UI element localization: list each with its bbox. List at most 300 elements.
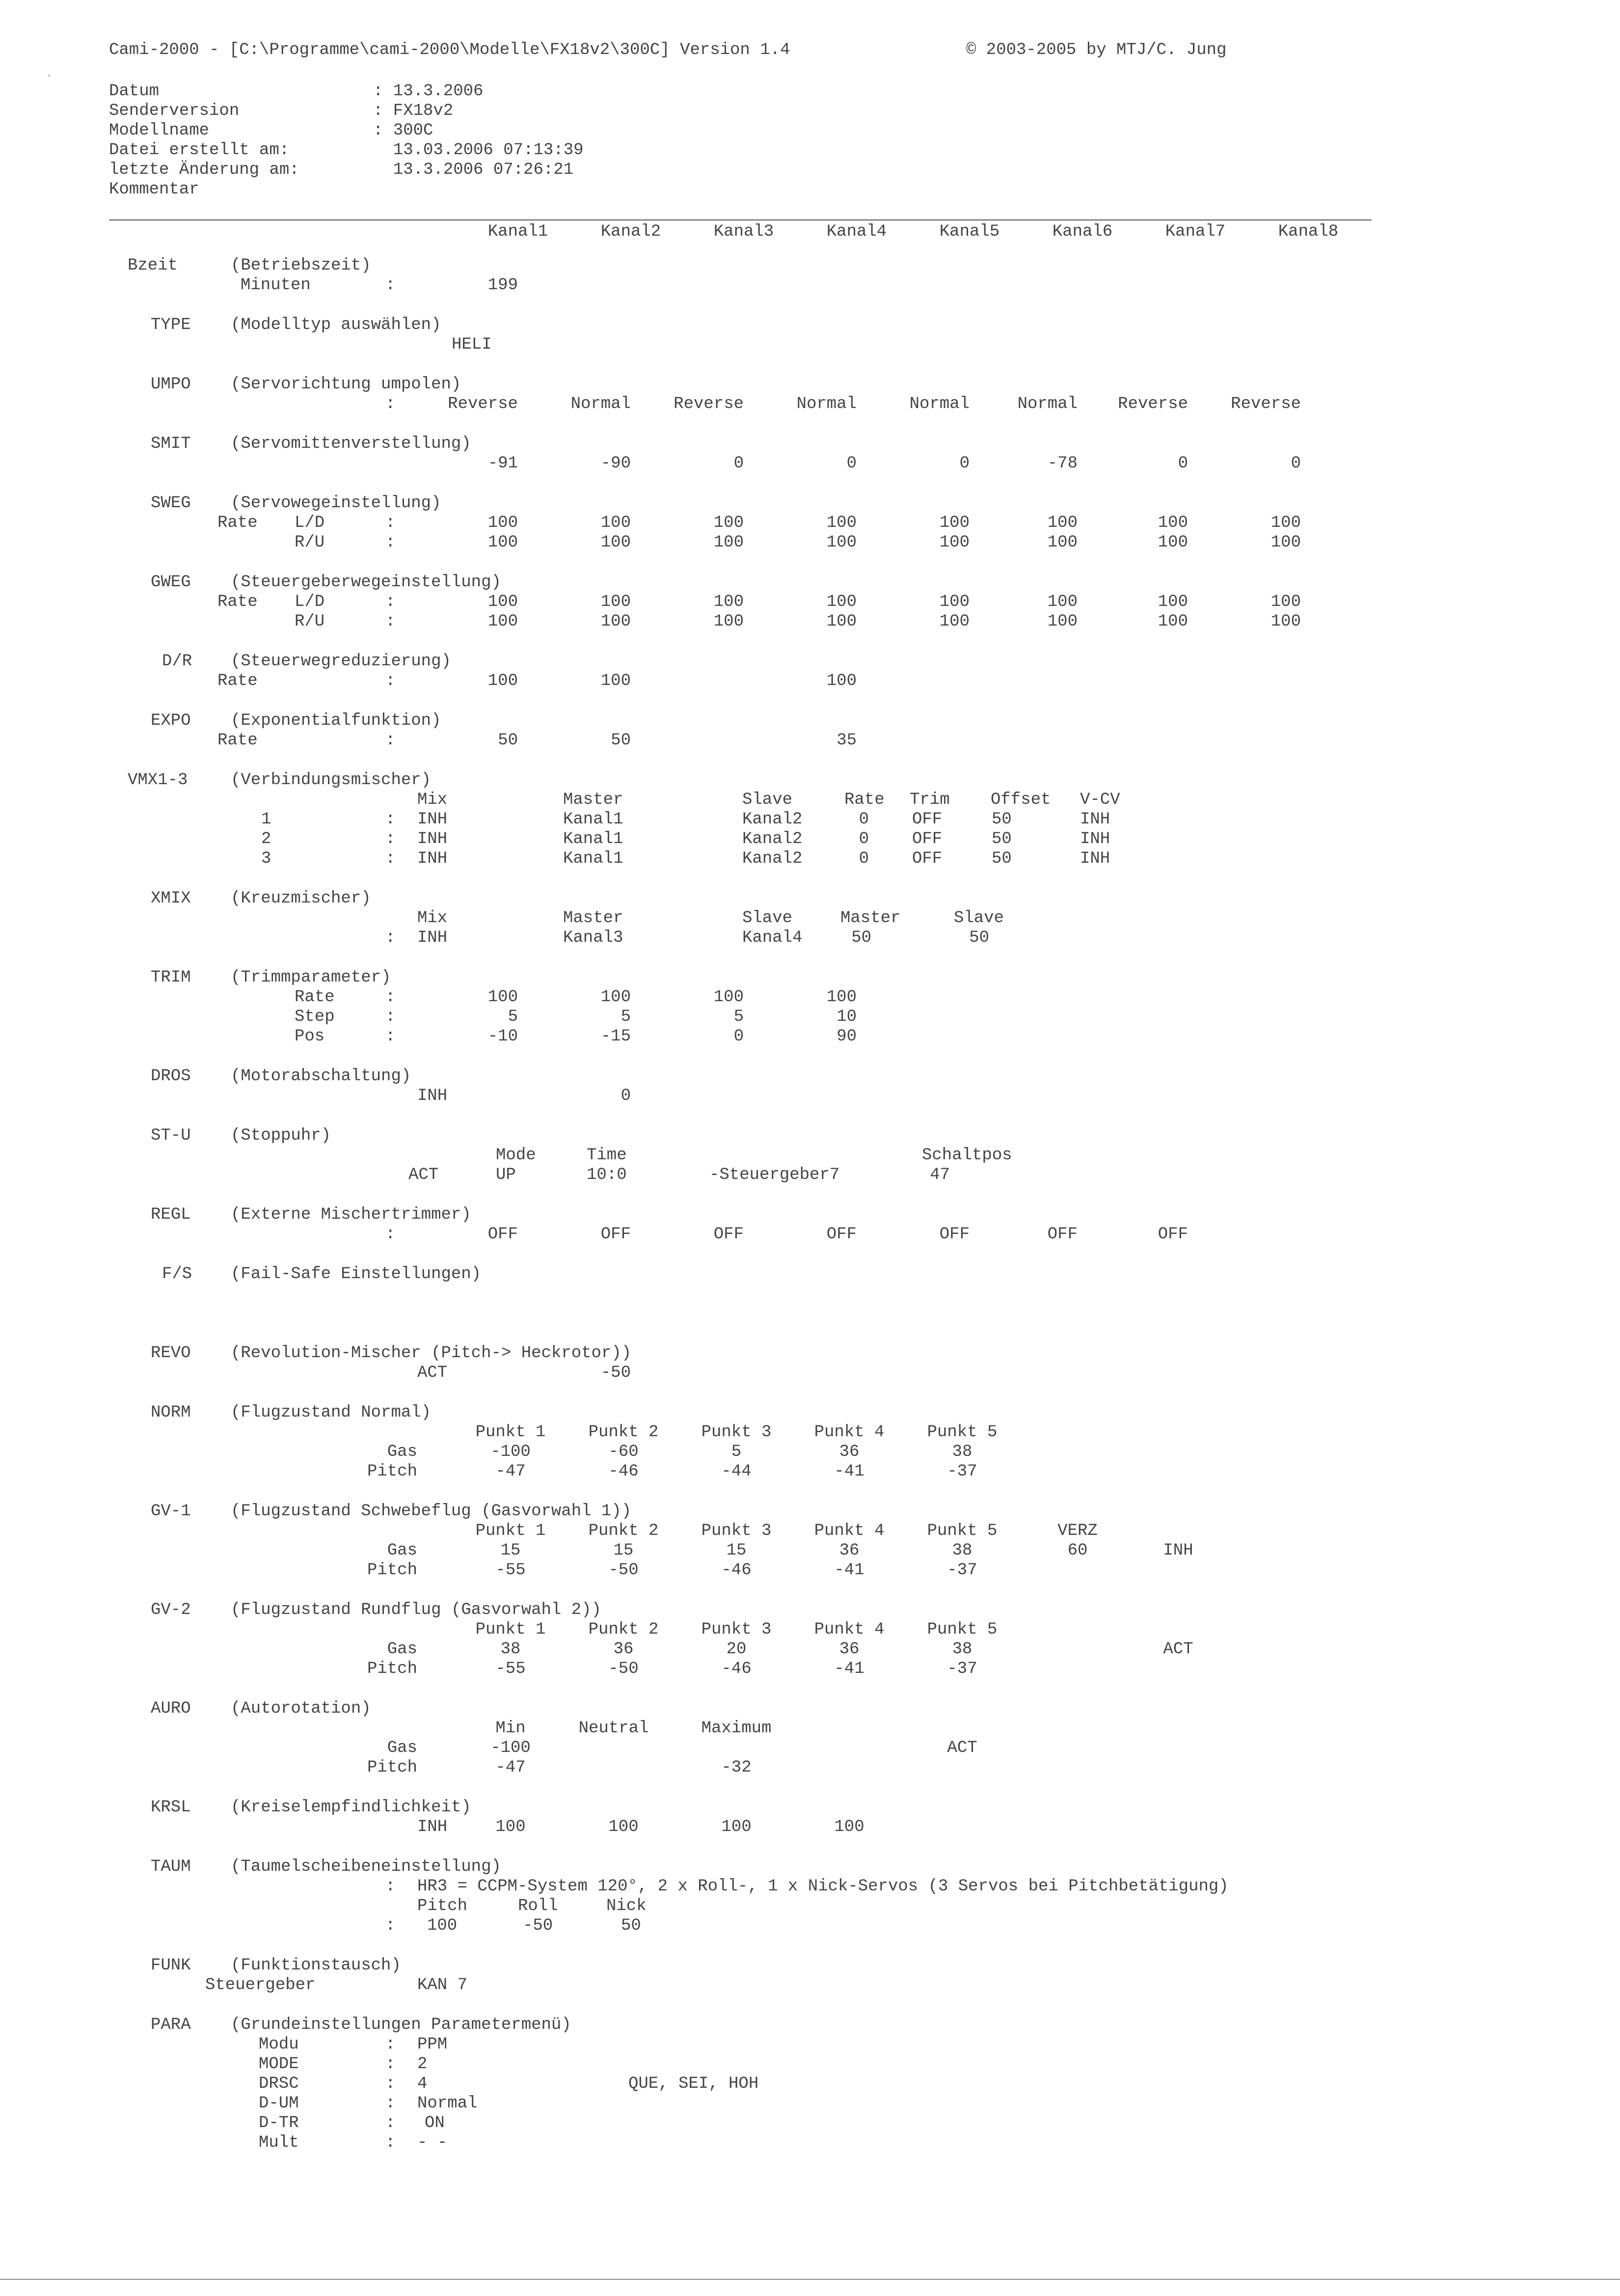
setting-cell: 38 xyxy=(952,1443,972,1461)
setting-cell: 100 xyxy=(1158,533,1188,552)
setting-cell: INH xyxy=(1080,849,1110,868)
section-code: AURO xyxy=(151,1699,191,1718)
setting-cell: 100 xyxy=(1270,612,1301,631)
section-code: EXPO xyxy=(151,711,191,730)
setting-cell: : xyxy=(385,514,396,532)
setting-cell: 36 xyxy=(839,1443,860,1461)
section-code: REGL xyxy=(151,1205,191,1224)
section-code: D/R xyxy=(162,652,192,671)
meta-label: Senderversion xyxy=(109,102,240,120)
setting-cell: -60 xyxy=(608,1443,639,1461)
section-code: F/S xyxy=(162,1265,192,1284)
setting-cell: Slave xyxy=(742,909,793,928)
setting-cell: Reverse xyxy=(1118,395,1188,413)
setting-cell: Nick xyxy=(606,1897,647,1915)
setting-cell: Punkt 2 xyxy=(588,1522,659,1540)
setting-cell: 100 xyxy=(826,593,857,611)
setting-cell: Punkt 3 xyxy=(701,1522,772,1540)
setting-cell: OFF xyxy=(713,1225,744,1244)
setting-cell: Normal xyxy=(909,395,970,413)
setting-cell: 100 xyxy=(487,612,518,631)
section-code: REVO xyxy=(151,1344,191,1363)
setting-cell: OFF xyxy=(912,830,943,848)
setting-cell: Pitch xyxy=(367,1758,417,1777)
setting-cell: PPM xyxy=(417,2035,448,2054)
setting-cell: -55 xyxy=(495,1561,526,1580)
setting-cell: 0 xyxy=(1291,454,1301,473)
setting-cell: Punkt 4 xyxy=(814,1522,885,1540)
setting-cell: L/D xyxy=(295,593,325,611)
setting-cell: 38 xyxy=(952,1541,972,1560)
setting-cell: Mult xyxy=(259,2133,299,2152)
setting-cell: 36 xyxy=(839,1541,860,1560)
setting-cell: 2 xyxy=(261,830,271,848)
setting-cell: 50 xyxy=(992,849,1012,868)
setting-cell: Trim xyxy=(910,791,950,809)
section-code: SWEG xyxy=(151,494,191,513)
setting-cell: Pitch xyxy=(367,1660,417,1678)
section-code: Bzeit xyxy=(128,256,178,275)
section-code: ST-U xyxy=(151,1126,191,1145)
setting-cell: INH xyxy=(1080,810,1110,829)
setting-cell: 4 xyxy=(417,2075,428,2093)
setting-cell: 50 xyxy=(851,929,871,947)
meta-label: Kommentar xyxy=(109,180,199,199)
channel-header: Kanal4 xyxy=(826,222,887,241)
setting-cell: -46 xyxy=(608,1462,639,1481)
setting-cell: Pitch xyxy=(367,1561,417,1580)
setting-cell: (Taumelscheibeneinstellung) xyxy=(231,1858,501,1876)
setting-cell: Punkt 3 xyxy=(701,1423,772,1442)
setting-cell: Master xyxy=(563,909,623,928)
setting-cell: Punkt 1 xyxy=(475,1423,546,1442)
section-code: SMIT xyxy=(151,435,191,453)
setting-cell: Normal xyxy=(417,2094,478,2113)
setting-cell: -100 xyxy=(490,1443,531,1461)
setting-cell: Mode xyxy=(496,1146,536,1165)
setting-cell: Gas xyxy=(387,1443,417,1461)
setting-cell: 100 xyxy=(826,533,857,552)
setting-cell: UP xyxy=(496,1166,516,1184)
section-code: XMIX xyxy=(151,889,191,908)
setting-cell: Steuergeber xyxy=(205,1976,316,1995)
setting-cell: 100 xyxy=(487,514,518,532)
setting-cell: -46 xyxy=(721,1561,752,1580)
setting-cell: 0 xyxy=(846,454,857,473)
setting-cell: 100 xyxy=(1270,593,1301,611)
setting-cell: 100 xyxy=(834,1818,864,1836)
setting-cell: 50 xyxy=(611,731,631,750)
setting-cell: Slave xyxy=(742,791,793,809)
setting-cell: INH xyxy=(417,1087,448,1105)
setting-cell: 100 xyxy=(1158,514,1188,532)
section-code: NORM xyxy=(151,1403,191,1422)
setting-cell: (Kreuzmischer) xyxy=(231,889,371,908)
setting-cell: Gas xyxy=(387,1739,417,1757)
setting-cell: Maximum xyxy=(701,1719,772,1738)
channel-header: Kanal2 xyxy=(600,222,661,241)
setting-cell: Kanal1 xyxy=(563,830,623,848)
setting-cell: : xyxy=(385,929,396,947)
scan-speck xyxy=(48,75,50,77)
setting-cell: Min xyxy=(495,1719,526,1738)
setting-cell: Normal xyxy=(796,395,857,413)
setting-cell: 100 xyxy=(713,612,744,631)
setting-cell: Punkt 3 xyxy=(701,1620,772,1639)
setting-cell: 2 xyxy=(417,2055,428,2074)
setting-cell: : xyxy=(385,533,396,552)
setting-cell: 100 xyxy=(826,988,857,1007)
setting-cell: : xyxy=(385,1916,396,1935)
setting-cell: (Fail-Safe Einstellungen) xyxy=(231,1265,482,1284)
setting-cell: Rate xyxy=(217,731,258,750)
header-divider xyxy=(109,219,1372,220)
section-code: GV-1 xyxy=(151,1502,191,1521)
setting-cell: Punkt 4 xyxy=(814,1423,885,1442)
setting-cell: 100 xyxy=(1270,514,1301,532)
setting-cell: (Servowegeinstellung) xyxy=(231,494,441,513)
setting-cell: Master xyxy=(563,791,623,809)
setting-cell: OFF xyxy=(826,1225,857,1244)
setting-cell: Mix xyxy=(417,909,448,928)
setting-cell: 50 xyxy=(969,929,989,947)
setting-cell: 100 xyxy=(1047,533,1078,552)
setting-cell: Time xyxy=(587,1146,627,1165)
setting-cell: OFF xyxy=(1047,1225,1078,1244)
section-code: GWEG xyxy=(151,573,191,592)
meta-label: Modellname xyxy=(109,121,210,140)
setting-cell: 47 xyxy=(930,1166,950,1184)
setting-cell: R/U xyxy=(295,533,325,552)
setting-cell: -50 xyxy=(608,1561,639,1580)
meta-value: : FX18v2 xyxy=(373,102,454,120)
setting-cell: 0 xyxy=(859,810,869,829)
setting-cell: : xyxy=(385,2133,396,2152)
channel-header: Kanal1 xyxy=(487,222,548,241)
setting-cell: Punkt 2 xyxy=(588,1620,659,1639)
setting-cell: 35 xyxy=(837,731,857,750)
setting-cell: -10 xyxy=(487,1027,518,1046)
setting-cell: Kanal4 xyxy=(742,929,803,947)
setting-cell: 100 xyxy=(487,533,518,552)
setting-cell: (Externe Mischertrimmer) xyxy=(231,1205,471,1224)
setting-cell: 100 xyxy=(600,612,631,631)
setting-cell: 20 xyxy=(726,1640,747,1659)
setting-cell: 50 xyxy=(992,830,1012,848)
setting-cell: (Stoppuhr) xyxy=(231,1126,331,1145)
setting-cell: 5 xyxy=(733,1008,744,1026)
section-code: TYPE xyxy=(151,316,191,334)
setting-cell: Schaltpos xyxy=(922,1146,1012,1165)
setting-cell: Punkt 2 xyxy=(588,1423,659,1442)
setting-cell: 100 xyxy=(600,514,631,532)
setting-cell: 100 xyxy=(713,988,744,1007)
setting-cell: : xyxy=(385,1008,396,1026)
setting-cell: Modu xyxy=(259,2035,299,2054)
setting-cell: : xyxy=(385,612,396,631)
setting-cell: : xyxy=(385,2055,396,2074)
meta-label: Datei erstellt am: xyxy=(109,141,290,160)
setting-cell: : xyxy=(385,2114,396,2132)
setting-cell: (Steuergeberwegeinstellung) xyxy=(231,573,501,592)
setting-cell: 3 xyxy=(261,849,271,868)
setting-cell: ACT xyxy=(408,1166,439,1184)
setting-cell: Punkt 5 xyxy=(927,1620,998,1639)
setting-cell: 0 xyxy=(859,849,869,868)
setting-cell: -Steuergeber7 xyxy=(709,1166,840,1184)
setting-cell: HR3 = CCPM-System 120°, 2 x Roll-, 1 x Nick-Servos (3 Servos bei Pitchbetätigung) xyxy=(417,1877,1229,1896)
setting-cell: (Exponentialfunktion) xyxy=(231,711,441,730)
section-code: GV-2 xyxy=(151,1601,191,1619)
setting-cell: -37 xyxy=(947,1561,977,1580)
setting-cell: Offset xyxy=(991,791,1051,809)
setting-cell: Kanal1 xyxy=(563,810,623,829)
setting-cell: ON xyxy=(425,2114,445,2132)
setting-cell: -55 xyxy=(495,1660,526,1678)
setting-cell: -78 xyxy=(1047,454,1078,473)
setting-cell: (Betriebszeit) xyxy=(231,256,371,275)
section-code: PARA xyxy=(151,2016,191,2034)
setting-cell: 100 xyxy=(713,514,744,532)
setting-cell: Punkt 5 xyxy=(927,1522,998,1540)
setting-cell: Pitch xyxy=(367,1462,417,1481)
section-code: TAUM xyxy=(151,1858,191,1876)
setting-cell: Rate xyxy=(295,988,335,1007)
setting-cell: -37 xyxy=(947,1462,977,1481)
setting-cell: L/D xyxy=(295,514,325,532)
setting-cell: INH xyxy=(417,849,448,868)
setting-cell: 100 xyxy=(1047,593,1078,611)
setting-cell: Normal xyxy=(570,395,631,413)
setting-cell: 100 xyxy=(1047,514,1078,532)
setting-cell: INH xyxy=(417,929,448,947)
setting-cell: : xyxy=(385,2094,396,2113)
setting-cell: 199 xyxy=(487,276,518,295)
setting-cell: (Flugzustand Normal) xyxy=(231,1403,432,1422)
section-code: TRIM xyxy=(151,968,191,987)
setting-cell: Punkt 1 xyxy=(475,1620,546,1639)
setting-cell: 90 xyxy=(837,1027,857,1046)
setting-cell: OFF xyxy=(1158,1225,1188,1244)
setting-cell: 0 xyxy=(959,454,970,473)
setting-cell: Gas xyxy=(387,1640,417,1659)
setting-cell: -47 xyxy=(495,1462,526,1481)
setting-cell: Pos xyxy=(295,1027,325,1046)
setting-cell: -50 xyxy=(523,1916,553,1935)
section-code: DROS xyxy=(151,1067,191,1086)
setting-cell: -50 xyxy=(608,1660,639,1678)
setting-cell: Neutral xyxy=(578,1719,649,1738)
setting-cell: Pitch xyxy=(417,1897,468,1915)
setting-cell: 5 xyxy=(731,1443,742,1461)
setting-cell: 50 xyxy=(992,810,1012,829)
setting-cell: Master xyxy=(840,909,901,928)
setting-cell: 100 xyxy=(721,1818,752,1836)
meta-label: letzte Änderung am: xyxy=(109,161,299,179)
setting-cell: 100 xyxy=(427,1916,458,1935)
setting-cell: : xyxy=(385,2075,396,2093)
setting-cell: 15 xyxy=(613,1541,634,1560)
channel-header: Kanal5 xyxy=(939,222,1000,241)
setting-cell: (Revolution-Mischer (Pitch-> Heckrotor)) xyxy=(231,1344,632,1363)
setting-cell: -41 xyxy=(834,1660,864,1678)
setting-cell: 100 xyxy=(713,533,744,552)
setting-cell: Kanal2 xyxy=(742,830,803,848)
section-code: FUNK xyxy=(151,1956,191,1975)
setting-cell: 60 xyxy=(1067,1541,1088,1560)
setting-cell: Roll xyxy=(518,1897,558,1915)
setting-cell: 100 xyxy=(939,612,970,631)
section-code: UMPO xyxy=(151,375,191,394)
setting-cell: 38 xyxy=(500,1640,521,1659)
setting-cell: ACT xyxy=(1163,1640,1193,1659)
setting-cell: (Flugzustand Rundflug (Gasvorwahl 2)) xyxy=(231,1601,601,1619)
setting-cell: 100 xyxy=(826,514,857,532)
setting-cell: 0 xyxy=(733,1027,744,1046)
setting-cell: QUE, SEI, HOH xyxy=(628,2075,759,2093)
setting-cell: OFF xyxy=(487,1225,518,1244)
setting-cell: -46 xyxy=(721,1660,752,1678)
setting-cell: (Modelltyp auswählen) xyxy=(231,316,441,334)
setting-cell: Minuten xyxy=(241,276,311,295)
setting-cell: Reverse xyxy=(1231,395,1301,413)
setting-cell: : xyxy=(385,988,396,1007)
setting-cell: (Verbindungsmischer) xyxy=(231,771,432,790)
setting-cell: (Trimmparameter) xyxy=(231,968,391,987)
setting-cell: -32 xyxy=(721,1758,752,1777)
setting-cell: OFF xyxy=(912,849,943,868)
setting-cell: -15 xyxy=(600,1027,631,1046)
setting-cell: : xyxy=(385,593,396,611)
setting-cell: D-UM xyxy=(259,2094,299,2113)
setting-cell: D-TR xyxy=(259,2114,299,2132)
setting-cell: 100 xyxy=(600,988,631,1007)
setting-cell: -41 xyxy=(834,1462,864,1481)
channel-header: Kanal3 xyxy=(713,222,774,241)
setting-cell: -90 xyxy=(600,454,631,473)
setting-cell: KAN 7 xyxy=(417,1976,468,1995)
setting-cell: -37 xyxy=(947,1660,977,1678)
setting-cell: -91 xyxy=(487,454,518,473)
setting-cell: 50 xyxy=(498,731,518,750)
setting-cell: 0 xyxy=(621,1087,631,1105)
setting-cell: R/U xyxy=(295,612,325,631)
setting-cell: Kanal2 xyxy=(742,810,803,829)
setting-cell: INH xyxy=(417,1818,448,1836)
channel-header: Kanal6 xyxy=(1052,222,1113,241)
setting-cell: -44 xyxy=(721,1462,752,1481)
setting-cell: 100 xyxy=(1158,612,1188,631)
setting-cell: 100 xyxy=(600,533,631,552)
setting-cell: : xyxy=(385,395,396,413)
channel-header: Kanal8 xyxy=(1278,222,1339,241)
setting-cell: INH xyxy=(1080,830,1110,848)
setting-cell: (Funktionstausch) xyxy=(231,1956,401,1975)
setting-cell: (Motorabschaltung) xyxy=(231,1067,411,1086)
setting-cell: Reverse xyxy=(674,395,744,413)
setting-cell: (Steuerwegreduzierung) xyxy=(231,652,451,671)
setting-cell: VERZ xyxy=(1057,1522,1098,1540)
setting-cell: : xyxy=(385,672,396,690)
header-copyright: © 2003-2005 by MTJ/C. Jung xyxy=(966,41,1227,59)
setting-cell: : xyxy=(385,849,396,868)
setting-cell: 100 xyxy=(487,593,518,611)
setting-cell: 0 xyxy=(1178,454,1188,473)
setting-cell: 100 xyxy=(826,612,857,631)
section-code: VMX1-3 xyxy=(128,771,188,790)
setting-cell: INH xyxy=(1163,1541,1193,1560)
section-code: KRSL xyxy=(151,1798,191,1817)
setting-cell: -50 xyxy=(600,1364,631,1382)
setting-cell: 1 xyxy=(261,810,271,829)
setting-cell: 100 xyxy=(1158,593,1188,611)
setting-cell: 100 xyxy=(600,672,631,690)
setting-cell: ACT xyxy=(417,1364,448,1382)
setting-cell: : xyxy=(385,1877,396,1896)
setting-cell: INH xyxy=(417,830,448,848)
setting-cell: Punkt 1 xyxy=(475,1522,546,1540)
setting-cell: (Servorichtung umpolen) xyxy=(231,375,461,394)
setting-cell: (Kreiselempfindlichkeit) xyxy=(231,1798,471,1817)
setting-cell: 50 xyxy=(621,1916,641,1935)
setting-cell: Gas xyxy=(387,1541,417,1560)
setting-cell: 5 xyxy=(508,1008,518,1026)
setting-cell: OFF xyxy=(912,810,943,829)
meta-value: 13.03.2006 07:13:39 xyxy=(373,141,584,160)
setting-cell: -41 xyxy=(834,1561,864,1580)
setting-cell: Normal xyxy=(1017,395,1078,413)
setting-cell: : xyxy=(385,731,396,750)
meta-value: : 300C xyxy=(373,121,433,140)
setting-cell: MODE xyxy=(259,2055,299,2074)
setting-cell: 100 xyxy=(487,988,518,1007)
setting-cell: Punkt 5 xyxy=(927,1423,998,1442)
setting-cell: : xyxy=(385,1225,396,1244)
setting-cell: (Autorotation) xyxy=(231,1699,371,1718)
setting-cell: : xyxy=(385,810,396,829)
setting-cell: 10 xyxy=(837,1008,857,1026)
meta-value: : 13.3.2006 xyxy=(373,82,484,101)
setting-cell: 100 xyxy=(1270,533,1301,552)
setting-cell: 0 xyxy=(859,830,869,848)
setting-cell: INH xyxy=(417,810,448,829)
setting-cell: 100 xyxy=(608,1818,639,1836)
setting-cell: Slave xyxy=(954,909,1004,928)
setting-cell: ACT xyxy=(947,1739,977,1757)
setting-cell: : xyxy=(385,2035,396,2054)
setting-cell: V-CV xyxy=(1080,791,1120,809)
channel-header: Kanal7 xyxy=(1165,222,1226,241)
setting-cell: : xyxy=(385,830,396,848)
setting-cell: 36 xyxy=(613,1640,634,1659)
setting-cell: Punkt 4 xyxy=(814,1620,885,1639)
setting-cell: HELI xyxy=(452,335,492,354)
setting-cell: Kanal3 xyxy=(563,929,623,947)
setting-cell: (Servomittenverstellung) xyxy=(231,435,471,453)
setting-cell: 100 xyxy=(939,533,970,552)
setting-cell: : xyxy=(385,1027,396,1046)
setting-cell: 100 xyxy=(495,1818,526,1836)
setting-cell: 100 xyxy=(939,514,970,532)
setting-cell: Rate xyxy=(217,593,258,611)
setting-cell: 0 xyxy=(733,454,744,473)
setting-cell: Reverse xyxy=(448,395,518,413)
setting-cell: -47 xyxy=(495,1758,526,1777)
meta-label: Datum xyxy=(109,82,160,101)
setting-cell: 10:0 xyxy=(587,1166,627,1184)
setting-cell: Kanal1 xyxy=(563,849,623,868)
setting-cell: 100 xyxy=(826,672,857,690)
